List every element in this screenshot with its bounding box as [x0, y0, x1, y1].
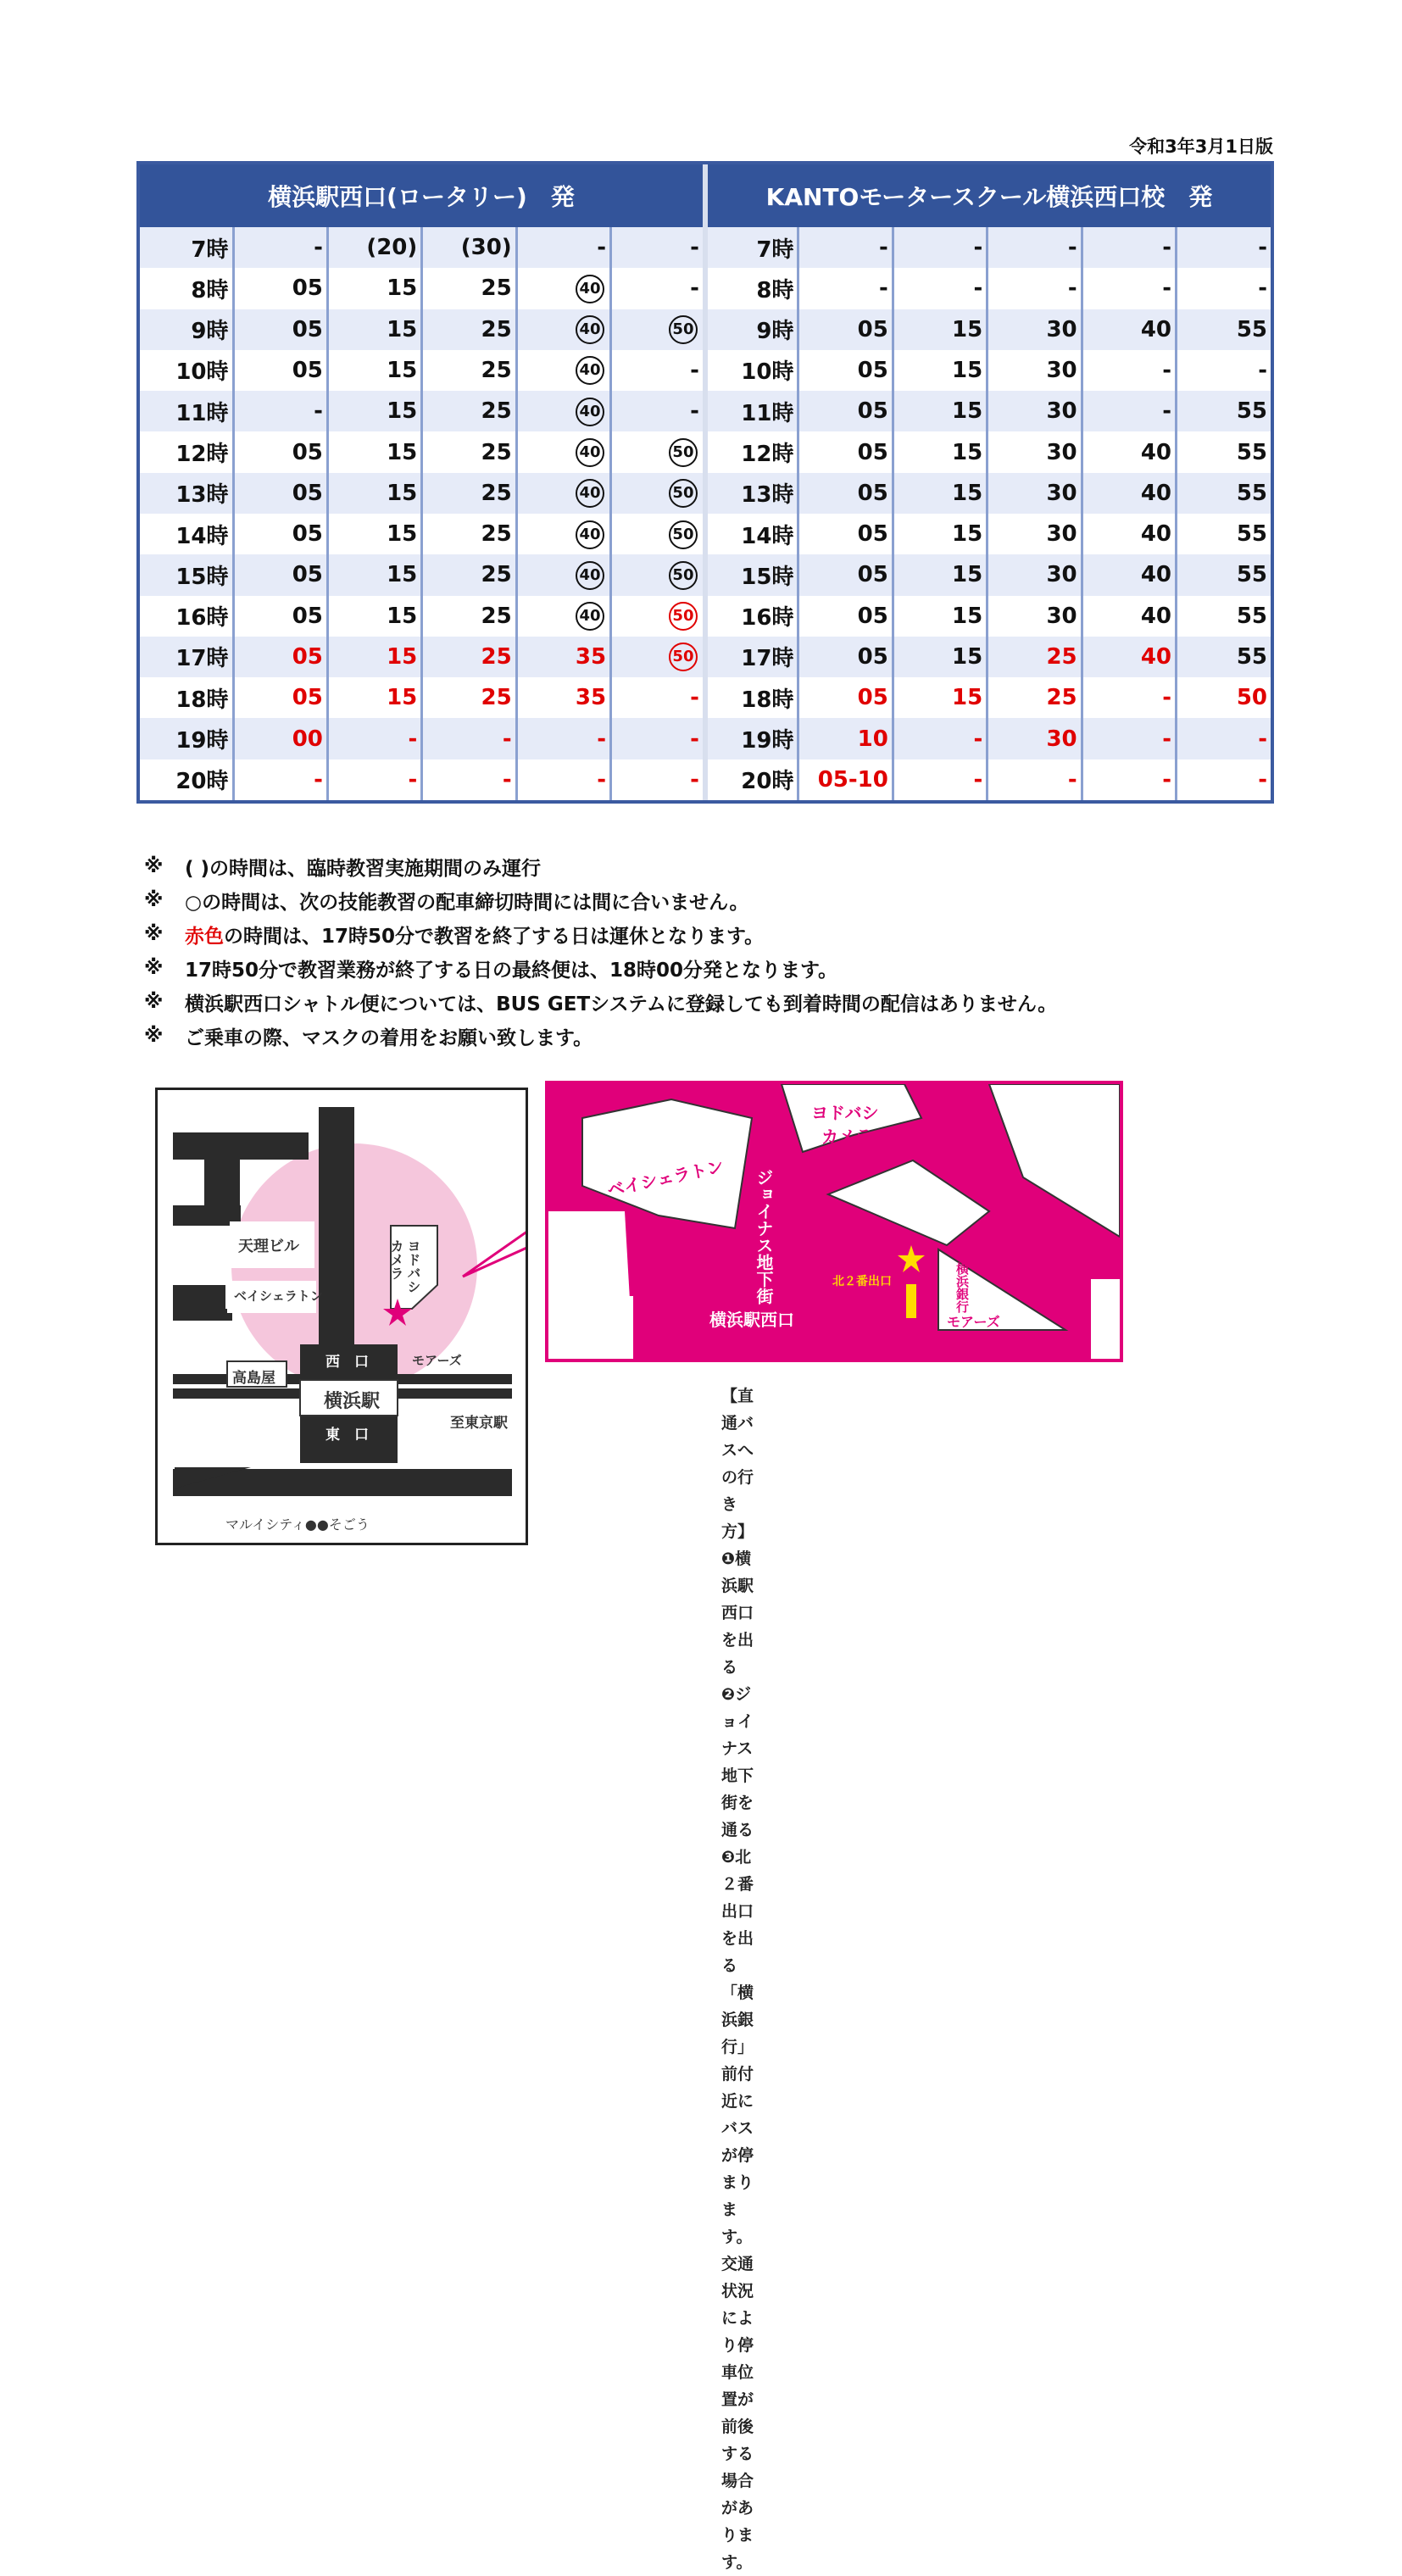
- right-hour-cell: 13時: [705, 473, 798, 514]
- right-time-cell: 30: [988, 596, 1082, 637]
- circled-time: 40: [576, 398, 604, 426]
- timetable-row: [140, 431, 1271, 472]
- right-time-cell: 55: [1177, 637, 1271, 677]
- left-hour-cell: 7時: [140, 227, 233, 268]
- note-item: [144, 883, 1246, 917]
- left-time-cell: -: [611, 391, 705, 431]
- east-exit-label: 東 口: [325, 1427, 369, 1444]
- camera-label: カメラ: [388, 1239, 404, 1280]
- right-hour-cell: 16時: [705, 596, 798, 637]
- right-time-cell: 30: [988, 309, 1082, 350]
- mores-label: モアーズ: [412, 1353, 462, 1368]
- detail-camera-label: カメラ: [821, 1127, 872, 1147]
- detail-bay-sheraton-label: ベイシェラトン: [605, 1155, 726, 1201]
- left-time-cell: -: [327, 718, 421, 759]
- left-time-cell: 05: [233, 268, 327, 309]
- timetable-row: [140, 596, 1271, 637]
- overview-map-graphic: [158, 1090, 528, 1545]
- right-time-cell: 05: [798, 473, 893, 514]
- right-time-cell: 15: [893, 350, 987, 391]
- direction-note: 「横浜銀行」前付近にバスが停まります。: [721, 1983, 754, 2246]
- right-time-cell: 40: [1082, 514, 1176, 554]
- right-time-cell: 50: [1177, 677, 1271, 718]
- left-time-cell: 05: [233, 473, 327, 514]
- left-hour-cell: 16時: [140, 596, 233, 637]
- note-mark: ※: [144, 923, 164, 945]
- right-time-cell: 40: [1082, 431, 1176, 472]
- right-time-cell: -: [893, 759, 987, 800]
- right-time-cell: 55: [1177, 554, 1271, 595]
- right-time-cell: -: [1082, 350, 1176, 391]
- left-time-cell: [611, 309, 705, 350]
- right-time-cell: -: [1082, 677, 1176, 718]
- note-text: の時間は、17時50分で教習を終了する日は運休となります。: [224, 925, 765, 948]
- right-time-cell: 55: [1177, 473, 1271, 514]
- left-hour-cell: 15時: [140, 554, 233, 595]
- left-time-cell: 05: [233, 350, 327, 391]
- right-time-cell: 40: [1082, 596, 1176, 637]
- left-time-cell: 25: [422, 677, 516, 718]
- right-time-cell: 40: [1082, 554, 1176, 595]
- right-time-cell: 05-10: [798, 759, 893, 800]
- right-time-cell: 15: [893, 473, 987, 514]
- right-time-cell: -: [988, 268, 1082, 309]
- bay-sheraton-label: ベイシェラトン: [234, 1288, 323, 1304]
- left-hour-cell: 14時: [140, 514, 233, 554]
- left-time-cell: [516, 268, 610, 309]
- circled-time: 50: [669, 438, 698, 467]
- timetable-body: [140, 227, 1271, 800]
- left-time-cell: 25: [422, 514, 516, 554]
- note-text: 横浜駅西口シャトル便については、BUS GETシステムに登録しても到着時間の配信はありません。: [185, 993, 1058, 1015]
- left-time-cell: [516, 350, 610, 391]
- left-time-cell: 15: [327, 350, 421, 391]
- left-time-cell: 00: [233, 718, 327, 759]
- left-hour-cell: 12時: [140, 431, 233, 472]
- left-hour-cell: 10時: [140, 350, 233, 391]
- right-time-cell: 25: [988, 637, 1082, 677]
- left-time-cell: -: [611, 677, 705, 718]
- note-mark: ※: [144, 889, 164, 911]
- yokohama-bank-label: 横浜銀行: [954, 1262, 970, 1313]
- right-time-cell: -: [1177, 350, 1271, 391]
- left-time-cell: 25: [422, 473, 516, 514]
- right-hour-cell: 14時: [705, 514, 798, 554]
- right-hour-cell: 9時: [705, 309, 798, 350]
- right-time-cell: 15: [893, 637, 987, 677]
- right-hour-cell: 18時: [705, 677, 798, 718]
- left-time-cell: 05: [233, 309, 327, 350]
- joinus-underground-label: ジョイナス地下街: [754, 1169, 774, 1305]
- right-hour-cell: 10時: [705, 350, 798, 391]
- left-hour-cell: 8時: [140, 268, 233, 309]
- left-time-cell: 35: [516, 677, 610, 718]
- left-time-cell: -: [611, 759, 705, 800]
- right-hour-cell: 11時: [705, 391, 798, 431]
- bus-timetable: [136, 161, 1274, 804]
- left-hour-cell: 13時: [140, 473, 233, 514]
- left-time-cell: [611, 554, 705, 595]
- circled-time: 40: [576, 561, 604, 590]
- note-text: 17時50分で教習業務が終了する日の最終便は、18時00分発となります。: [185, 959, 838, 982]
- left-time-cell: 05: [233, 677, 327, 718]
- left-time-cell: 25: [422, 391, 516, 431]
- circled-time: 40: [576, 315, 604, 344]
- detail-mores-label: モアーズ: [947, 1314, 1000, 1330]
- note-text: ご乗車の際、マスクの着用をお願い致します。: [185, 1027, 593, 1049]
- timetable-row: [140, 391, 1271, 431]
- left-time-cell: [611, 637, 705, 677]
- right-time-cell: 30: [988, 554, 1082, 595]
- circled-time: 50: [669, 561, 698, 590]
- right-time-cell: 05: [798, 391, 893, 431]
- left-hour-cell: 17時: [140, 637, 233, 677]
- left-time-cell: -: [233, 759, 327, 800]
- right-table-header: KANTOモータースクール横浜西口校 発: [705, 164, 1271, 227]
- note-text: ○の時間は、次の技能教習の配車締切時間には間に合いません。: [185, 891, 749, 914]
- left-time-cell: -: [611, 350, 705, 391]
- left-hour-cell: 11時: [140, 391, 233, 431]
- right-hour-cell: 15時: [705, 554, 798, 595]
- timetable-row: [140, 268, 1271, 309]
- right-time-cell: -: [1177, 268, 1271, 309]
- left-hour-cell: 18時: [140, 677, 233, 718]
- direction-note: 交通状況により停車位置が前後する場合があります。: [721, 2255, 754, 2572]
- left-time-cell: [516, 391, 610, 431]
- left-time-cell: [516, 309, 610, 350]
- left-time-cell: -: [516, 718, 610, 759]
- right-time-cell: 15: [893, 309, 987, 350]
- right-time-cell: 15: [893, 677, 987, 718]
- right-time-cell: 55: [1177, 309, 1271, 350]
- timetable-row: [140, 227, 1271, 268]
- right-time-cell: 05: [798, 677, 893, 718]
- left-time-cell: 05: [233, 431, 327, 472]
- left-time-cell: (20): [327, 227, 421, 268]
- left-time-cell: 25: [422, 350, 516, 391]
- right-hour-cell: 12時: [705, 431, 798, 472]
- left-time-cell: 15: [327, 677, 421, 718]
- right-time-cell: -: [1082, 268, 1176, 309]
- detail-yodobashi-label: ヨドバシ: [811, 1103, 879, 1123]
- direction-step: ❸北２番出口を出る: [721, 1848, 754, 1975]
- left-time-cell: -: [516, 227, 610, 268]
- note-item: [144, 1019, 1246, 1053]
- right-time-cell: 05: [798, 514, 893, 554]
- note-mark: ※: [144, 855, 164, 877]
- left-time-cell: [611, 514, 705, 554]
- note-mark: ※: [144, 991, 164, 1013]
- note-mark: ※: [144, 1025, 164, 1047]
- left-time-cell: 15: [327, 309, 421, 350]
- left-hour-cell: 19時: [140, 718, 233, 759]
- north-exit-2-label: 北２番出口: [832, 1275, 892, 1288]
- right-time-cell: 55: [1177, 596, 1271, 637]
- left-time-cell: [611, 473, 705, 514]
- right-time-cell: 15: [893, 596, 987, 637]
- notes-list: [144, 849, 1246, 1053]
- note-item: [144, 951, 1246, 985]
- circled-time: 40: [576, 479, 604, 508]
- right-time-cell: 15: [893, 431, 987, 472]
- takashimaya-label: 高島屋: [232, 1370, 275, 1387]
- left-time-cell: 15: [327, 596, 421, 637]
- right-hour-cell: 19時: [705, 718, 798, 759]
- right-time-cell: 30: [988, 473, 1082, 514]
- left-time-cell: -: [327, 759, 421, 800]
- right-time-cell: -: [1177, 227, 1271, 268]
- timetable-row: [140, 637, 1271, 677]
- left-time-cell: [516, 554, 610, 595]
- circled-time: 40: [576, 602, 604, 631]
- right-time-cell: -: [893, 718, 987, 759]
- right-time-cell: 05: [798, 350, 893, 391]
- note-red-text: 赤色: [185, 925, 224, 948]
- right-time-cell: 55: [1177, 431, 1271, 472]
- right-time-cell: -: [1177, 718, 1271, 759]
- circled-time: 50: [669, 602, 698, 631]
- left-time-cell: 15: [327, 637, 421, 677]
- right-time-cell: -: [893, 227, 987, 268]
- circled-time: 50: [669, 315, 698, 344]
- left-time-cell: 15: [327, 473, 421, 514]
- right-time-cell: 30: [988, 350, 1082, 391]
- left-time-cell: 15: [327, 514, 421, 554]
- left-time-cell: [516, 514, 610, 554]
- left-time-cell: -: [611, 268, 705, 309]
- circled-time: 50: [669, 520, 698, 549]
- left-time-cell: -: [516, 759, 610, 800]
- circled-time: 40: [576, 356, 604, 385]
- right-time-cell: 40: [1082, 309, 1176, 350]
- right-time-cell: 40: [1082, 473, 1176, 514]
- note-text: ( )の時間は、臨時教習実施期間のみ運行: [185, 857, 542, 880]
- left-time-cell: [611, 596, 705, 637]
- left-time-cell: [516, 596, 610, 637]
- left-time-cell: 25: [422, 596, 516, 637]
- left-time-cell: -: [611, 227, 705, 268]
- direction-step: ❶横浜駅西口を出る: [721, 1549, 754, 1677]
- right-time-cell: -: [988, 759, 1082, 800]
- right-time-cell: -: [893, 268, 987, 309]
- timetable-row: [140, 309, 1271, 350]
- directions-box: [721, 1383, 754, 2576]
- left-time-cell: 15: [327, 554, 421, 595]
- left-time-cell: 25: [422, 637, 516, 677]
- left-time-cell: -: [611, 718, 705, 759]
- left-time-cell: 35: [516, 637, 610, 677]
- right-time-cell: -: [1082, 718, 1176, 759]
- left-time-cell: [611, 431, 705, 472]
- right-time-cell: 25: [988, 677, 1082, 718]
- right-hour-cell: 7時: [705, 227, 798, 268]
- left-hour-cell: 20時: [140, 759, 233, 800]
- right-time-cell: -: [1082, 391, 1176, 431]
- left-time-cell: 15: [327, 391, 421, 431]
- right-time-cell: 15: [893, 514, 987, 554]
- timetable-row: [140, 554, 1271, 595]
- note-item: [144, 985, 1246, 1019]
- yokohama-station-label: 横浜駅: [324, 1391, 381, 1412]
- right-time-cell: 10: [798, 718, 893, 759]
- timetable-row: [140, 677, 1271, 718]
- note-mark: ※: [144, 957, 164, 979]
- circled-time: 50: [669, 643, 698, 671]
- tenri-building-label: 天理ビル: [238, 1238, 299, 1255]
- note-item: [144, 917, 1246, 951]
- right-time-cell: 40: [1082, 637, 1176, 677]
- right-time-cell: 05: [798, 596, 893, 637]
- station-detail-map: [545, 1081, 1123, 1362]
- marui-sogo-label: マルイシティ●●そごう: [225, 1516, 370, 1533]
- right-time-cell: -: [798, 227, 893, 268]
- right-time-cell: -: [798, 268, 893, 309]
- left-table-header: 横浜駅西口(ロータリー) 発: [140, 164, 705, 227]
- left-time-cell: [516, 473, 610, 514]
- right-time-cell: -: [988, 227, 1082, 268]
- left-time-cell: 05: [233, 554, 327, 595]
- to-tokyo-label: 至東京駅: [450, 1415, 508, 1432]
- left-time-cell: 15: [327, 431, 421, 472]
- left-time-cell: 25: [422, 268, 516, 309]
- right-hour-cell: 17時: [705, 637, 798, 677]
- circled-time: 40: [576, 438, 604, 467]
- right-time-cell: 30: [988, 718, 1082, 759]
- left-time-cell: 05: [233, 637, 327, 677]
- right-time-cell: -: [1082, 227, 1176, 268]
- right-time-cell: 05: [798, 431, 893, 472]
- left-time-cell: -: [422, 759, 516, 800]
- right-time-cell: 15: [893, 554, 987, 595]
- right-time-cell: -: [1082, 759, 1176, 800]
- timetable-row: [140, 473, 1271, 514]
- detail-west-exit-label: 横浜駅西口: [709, 1310, 794, 1330]
- left-time-cell: 05: [233, 596, 327, 637]
- timetable-row: [140, 718, 1271, 759]
- right-time-cell: 15: [893, 391, 987, 431]
- note-item: [144, 849, 1246, 883]
- left-time-cell: 15: [327, 268, 421, 309]
- left-time-cell: 25: [422, 431, 516, 472]
- left-time-cell: 25: [422, 554, 516, 595]
- left-time-cell: 25: [422, 309, 516, 350]
- edition-date: 令和3年3月1日版: [1129, 136, 1273, 157]
- direction-step: ❷ジョイナス地下街を通る: [721, 1685, 754, 1839]
- left-time-cell: [516, 431, 610, 472]
- left-time-cell: -: [233, 227, 327, 268]
- west-exit-label: 西 口: [325, 1354, 369, 1371]
- left-time-cell: -: [422, 718, 516, 759]
- right-time-cell: 55: [1177, 391, 1271, 431]
- yodobashi-label: ヨドバシ: [405, 1239, 421, 1294]
- timetable-row: [140, 350, 1271, 391]
- right-time-cell: -: [1177, 759, 1271, 800]
- left-hour-cell: 9時: [140, 309, 233, 350]
- right-time-cell: 05: [798, 637, 893, 677]
- station-overview-map: [155, 1088, 528, 1545]
- right-hour-cell: 20時: [705, 759, 798, 800]
- circled-time: 40: [576, 520, 604, 549]
- right-hour-cell: 8時: [705, 268, 798, 309]
- left-time-cell: -: [233, 391, 327, 431]
- circled-time: 50: [669, 479, 698, 508]
- right-time-cell: 30: [988, 431, 1082, 472]
- left-time-cell: (30): [422, 227, 516, 268]
- left-time-cell: 05: [233, 514, 327, 554]
- right-time-cell: 55: [1177, 514, 1271, 554]
- right-time-cell: 05: [798, 554, 893, 595]
- right-time-cell: 05: [798, 309, 893, 350]
- circled-time: 40: [576, 275, 604, 303]
- right-time-cell: 30: [988, 391, 1082, 431]
- directions-title: 【直通バスへの行き方】: [721, 1387, 754, 1541]
- timetable-row: [140, 759, 1271, 800]
- timetable-row: [140, 514, 1271, 554]
- right-time-cell: 30: [988, 514, 1082, 554]
